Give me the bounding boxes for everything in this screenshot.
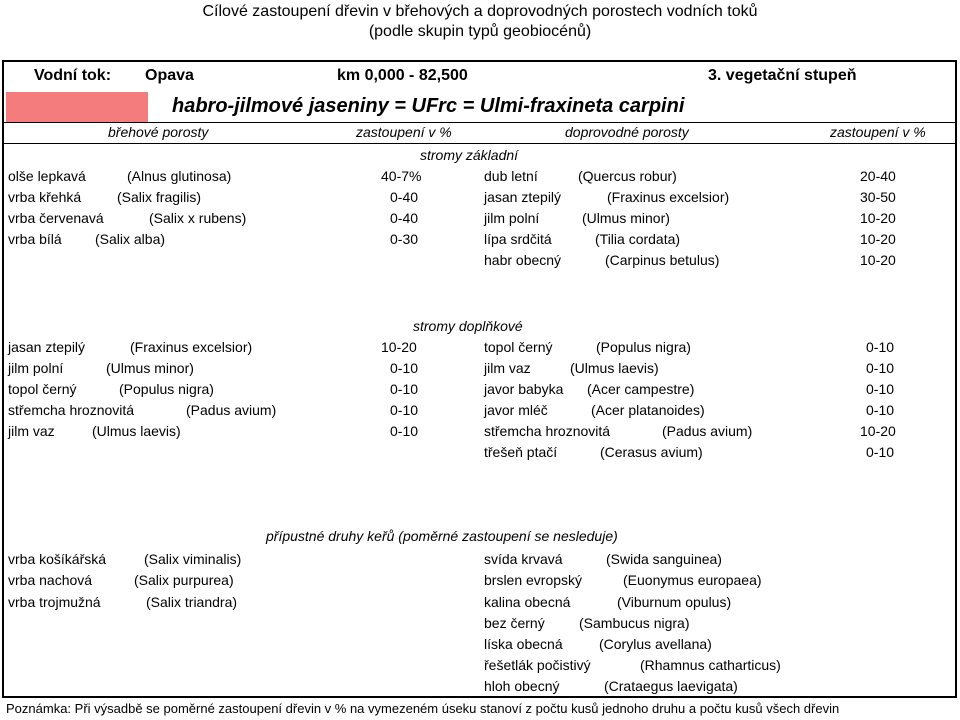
species-latin: (Populus nigra): [119, 381, 214, 397]
title-line-1: Cílové zastoupení dřevin v břehových a doprovodných porostech vodních toků: [202, 3, 758, 20]
species-name: javor babyka: [484, 381, 564, 397]
species-latin: (Crataegus laevigata): [604, 678, 738, 694]
column-header-left: břehové porosty: [108, 124, 209, 140]
species-name: vrba červenavá: [8, 210, 104, 226]
section-title-kere: přípustné druhy keřů (poměrné zastoupení se nesleduje): [266, 528, 618, 544]
species-share: 0-10: [866, 339, 895, 355]
species-share: 10-20: [860, 252, 896, 268]
species-name: jasan ztepilý: [484, 189, 562, 205]
species-latin: (Ulmus laevis): [92, 423, 181, 439]
vegetation-stage: 3. vegetační stupeň: [708, 67, 857, 84]
species-latin: (Alnus glutinosa): [127, 168, 232, 184]
species-share: 0-10: [390, 381, 419, 397]
species-share: 0-10: [390, 360, 419, 376]
species-name: střemcha hroznovitá: [8, 402, 135, 418]
species-share: 0-10: [390, 423, 419, 439]
section-title-zakladni: stromy základní: [420, 147, 519, 163]
species-latin: (Salix triandra): [146, 594, 238, 610]
species-latin: (Salix fragilis): [117, 189, 202, 205]
species-name: střemcha hroznovitá: [484, 423, 611, 439]
species-name: vrba trojmužná: [8, 594, 101, 610]
species-latin: (Ulmus minor): [582, 210, 670, 226]
species-name: třešeň ptačí: [484, 444, 558, 460]
footnote: Poznámka: Při výsadbě se poměrné zastoupení dřevin v % na vymezeném úseku stanoví z počtu kusů jednoho druhu a počtu kusů všech dřevin: [6, 701, 840, 716]
species-name: jasan ztepilý: [8, 339, 86, 355]
species-name: kalina obecná: [484, 594, 571, 610]
species-name: řešetlák počistivý: [484, 657, 591, 673]
species-share: 0-40: [390, 210, 419, 226]
species-name: habr obecný: [484, 252, 562, 268]
species-latin: (Swida sanguinea): [606, 551, 722, 567]
species-latin: (Rhamnus catharticus): [640, 657, 781, 673]
species-share: 40-7%: [381, 168, 422, 184]
column-header-right-share: zastoupení v %: [830, 124, 926, 140]
species-name: vrba bílá: [8, 231, 62, 247]
species-latin: (Acer platanoides): [591, 402, 705, 418]
species-name: hloh obecný: [484, 678, 560, 694]
species-latin: (Viburnum opulus): [617, 594, 732, 610]
species-name: bez černý: [484, 615, 545, 631]
column-header-left-share: zastoupení v %: [356, 124, 452, 140]
species-latin: (Corylus avellana): [599, 636, 712, 652]
species-latin: (Carpinus betulus): [605, 252, 720, 268]
km-range: km 0,000 - 82,500: [337, 67, 468, 84]
species-name: vrba nachová: [8, 572, 93, 588]
species-name: dub letní: [484, 168, 538, 184]
species-latin: (Padus avium): [186, 402, 277, 418]
species-latin: (Salix alba): [95, 231, 166, 247]
species-latin: (Cerasus avium): [600, 444, 703, 460]
title-line-2: (podle skupin typů geobiocénů): [368, 23, 592, 40]
species-latin: (Salix viminalis): [144, 551, 242, 567]
species-name: jilm polní: [8, 360, 64, 376]
species-latin: (Salix purpurea): [134, 572, 234, 588]
species-name: svída krvavá: [484, 551, 563, 567]
species-latin: (Salix x rubens): [149, 210, 247, 226]
species-name: javor mléč: [484, 402, 548, 418]
species-share: 30-50: [860, 189, 896, 205]
species-name: brslen evropský: [484, 572, 583, 588]
section-title-doplnkove: stromy doplňkové: [413, 318, 523, 334]
species-name: lípa srdčitá: [484, 231, 552, 247]
divider-top: [4, 122, 956, 123]
species-latin: (Fraxinus excelsior): [607, 189, 730, 205]
species-share: 0-10: [866, 402, 895, 418]
species-share: 20-40: [860, 168, 896, 184]
vodni-tok-value: Opava: [145, 67, 194, 84]
subtitle: habro-jilmové jaseniny = UFrc = Ulmi-fraxineta carpini: [172, 95, 685, 117]
species-name: topol černý: [8, 381, 77, 397]
species-share: 0-30: [390, 231, 419, 247]
vodni-tok-label: Vodní tok:: [34, 67, 112, 84]
species-latin: (Ulmus laevis): [570, 360, 659, 376]
species-share: 0-10: [866, 444, 895, 460]
species-share: 0-10: [390, 402, 419, 418]
species-latin: (Tilia cordata): [595, 231, 681, 247]
column-header-right: doprovodné porosty: [565, 124, 689, 140]
species-latin: (Sambucus nigra): [579, 615, 690, 631]
species-name: jilm vaz: [8, 423, 55, 439]
species-name: vrba košíkářská: [8, 551, 107, 567]
species-share: 0-40: [390, 189, 419, 205]
species-latin: (Fraxinus excelsior): [130, 339, 253, 355]
species-name: jilm polní: [484, 210, 540, 226]
species-share: 0-10: [866, 381, 895, 397]
species-latin: (Populus nigra): [596, 339, 691, 355]
species-share: 10-20: [860, 210, 896, 226]
species-name: líska obecná: [484, 636, 563, 652]
color-swatch: [6, 92, 148, 122]
species-share: 0-10: [866, 360, 895, 376]
species-share: 10-20: [860, 231, 896, 247]
divider-header: [4, 143, 956, 144]
species-latin: (Padus avium): [662, 423, 753, 439]
species-name: topol černý: [484, 339, 553, 355]
species-latin: (Acer campestre): [587, 381, 695, 397]
species-share: 10-20: [860, 423, 896, 439]
species-name: jilm vaz: [484, 360, 531, 376]
species-latin: (Euonymus europaea): [623, 572, 762, 588]
species-latin: (Quercus robur): [578, 168, 677, 184]
species-name: olše lepkavá: [8, 168, 86, 184]
species-name: vrba křehká: [8, 189, 82, 205]
species-share: 10-20: [381, 339, 417, 355]
species-latin: (Ulmus minor): [106, 360, 194, 376]
